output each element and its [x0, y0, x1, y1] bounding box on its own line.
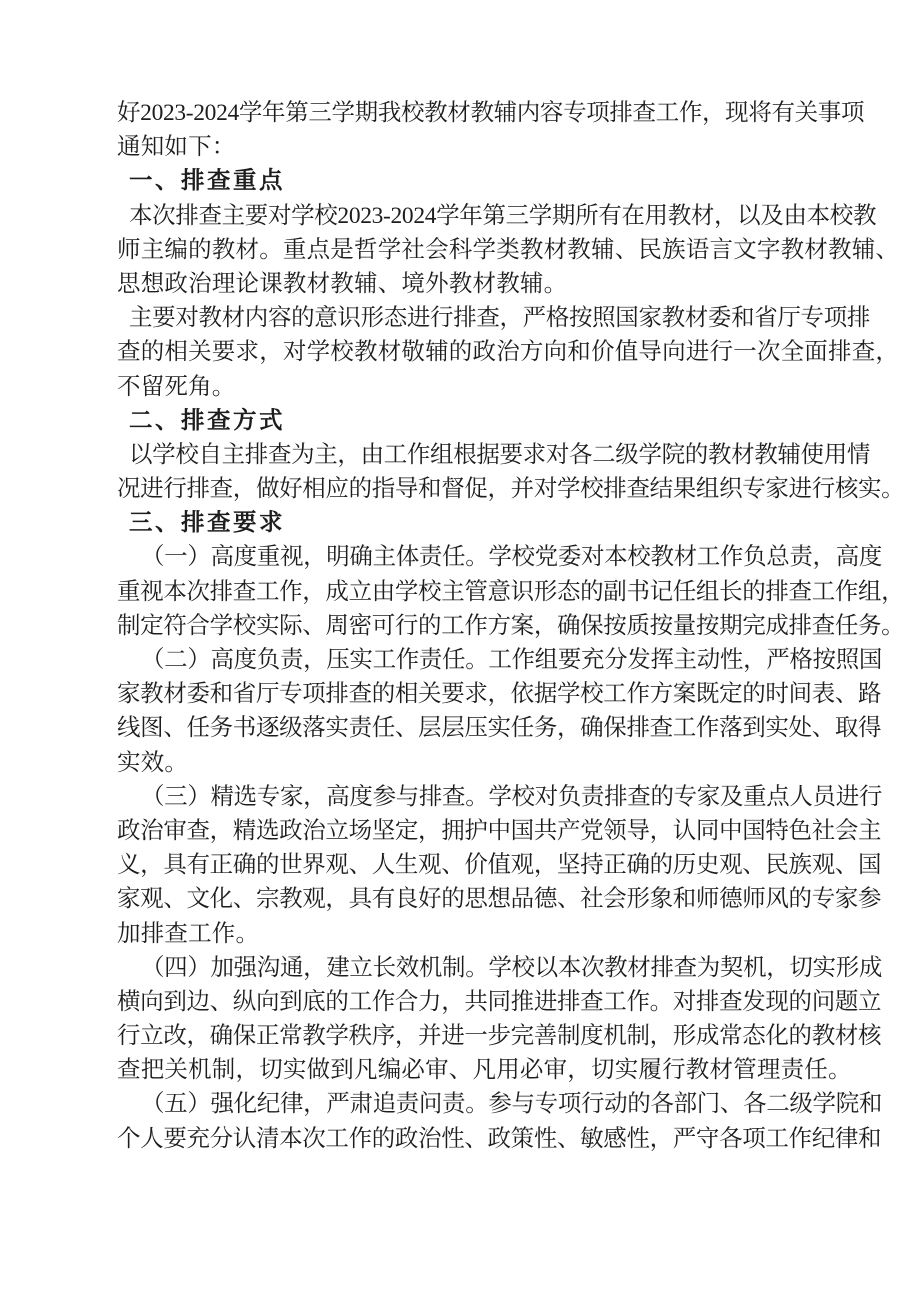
paragraph-line: 家 观 、 文 化 、 宗 教 观 ， 具 有 良 好 的 思 想 品 德 、 社 会 形 象 和 师 德 师 风 的 专 家 参	[117, 886, 882, 913]
paragraph-line: 行 立 改 ， 确 保 正 常 教 学 秩 序 ， 并 进 一 步 完 善 制 度 机 制 ， 形 成 常 态 化 的 教 材 核	[117, 1023, 882, 1050]
paragraph-line: 思想政治理论课教材教辅、境外教材教辅。	[117, 270, 568, 297]
document-text-body	[117, 96, 905, 1156]
section-heading-line: 一、排查重点	[129, 168, 285, 195]
section-heading-line: 三、排查要求	[129, 510, 285, 537]
paragraph-line: 重 视 本 次 排 查 工 作 ， 成 立 由 学 校 主 管 意 识 形 态 的 副 书 记 任 组 长 的 排 查 工 作 组 ，	[117, 578, 905, 605]
paragraph-line: 况 进 行 排 查 ， 做 好 相 应 的 指 导 和 督 促 ， 并 对 学 校 排 查 结 果 组 织 专 家 进 行 核 实 。	[117, 476, 905, 503]
paragraph-line: 政 治 审 查 ， 精 选 政 治 立 场 坚 定 ， 拥 护 中 国 共 产 党 领 导 ， 认 同 中 国 特 色 社 会 主	[117, 817, 882, 844]
paragraph-line: 不留死角。	[117, 373, 236, 400]
paragraph-line: 本 次 排 查 主 要 对 学 校 2 0 2 3 - 2 0 2 4 学 年 第 三 学 期 所 有 在 用 教 材 ， 以 及 由 本 校 教	[129, 202, 877, 229]
paragraph-line: 家 教 材 委 和 省 厅 专 项 排 查 的 相 关 要 求 ， 依 据 学 校 工 作 方 案 既 定 的 时 间 表 、 路	[117, 681, 882, 708]
paragraph-line: 义 ， 具 有 正 确 的 世 界 观 、 人 生 观 、 价 值 观 ， 坚 持 正 确 的 历 史 观 、 民 族 观 、 国	[117, 852, 882, 879]
paragraph-line: （ 四 ） 加 强 沟 通 ， 建 立 长 效 机 制 。 学 校 以 本 次 教 材 排 查 为 契 机 ， 切 实 形 成	[141, 954, 882, 981]
paragraph-line: 查的相关要求，对学校教材敬辅的政治方向和价值导向进行一次全面排查，	[117, 339, 900, 366]
paragraph-line: （ 一 ） 高 度 重 视 ， 明 确 主 体 责 任 。 学 校 党 委 对 本 校 教 材 工 作 负 总 责 ， 高 度	[141, 544, 882, 571]
paragraph-line: 以 学 校 自 主 排 查 为 主 ， 由 工 作 组 根 据 要 求 对 各 二 级 学 院 的 教 材 教 辅 使 用 情	[129, 441, 870, 468]
paragraph-line: （ 二 ） 高 度 负 责 ， 压 实 工 作 责 任 。 工 作 组 要 充 分 发 挥 主 动 性 ， 严 格 按 照 国	[141, 647, 882, 673]
paragraph-line: 线 图 、 任 务 书 逐 级 落 实 责 任 、 层 层 压 实 任 务 ， 确 保 排 查 工 作 落 到 实 处 、 取 得	[117, 715, 882, 742]
paragraph-line: 查把关机制，切实做到凡编必审、凡用必审，切实履行教材管理责任。	[117, 1057, 852, 1084]
paragraph-line: 个 人 要 充 分 认 清 本 次 工 作 的 政 治 性 、 政 策 性 、 敏 感 性 ， 严 守 各 项 工 作 纪 律 和	[117, 1125, 882, 1152]
section-heading-line: 二、排查方式	[129, 407, 285, 434]
paragraph-line: 师主编的教材。重点是哲学社会科学类教材教辅、民族语言文字教材教辅、	[117, 236, 900, 263]
paragraph-line: 通知如下：	[117, 134, 236, 161]
paragraph-line: 好 2 0 2 3 - 2 0 2 4 学 年 第 三 学 期 我 校 教 材 教 辅 内 容 专 项 排 查 工 作 ， 现 将 有 关 事 项	[117, 100, 865, 126]
paragraph-line: （ 三 ） 精 选 专 家 ， 高 度 参 与 排 查 。 学 校 对 负 责 排 查 的 专 家 及 重 点 人 员 进 行	[141, 783, 882, 810]
paragraph-line: 实效。	[117, 749, 189, 776]
paragraph-line: 加排查工作。	[117, 920, 260, 947]
paragraph-line: 横 向 到 边 、 纵 向 到 底 的 工 作 合 力 ， 共 同 推 进 排 查 工 作 。 对 排 查 发 现 的 问 题 立	[117, 988, 882, 1015]
paragraph-line: 主 要 对 教 材 内 容 的 意 识 形 态 进 行 排 查 ， 严 格 按 照 国 家 教 材 委 和 省 厅 专 项 排	[129, 305, 870, 332]
paragraph-line: 制 定 符 合 学 校 实 际 、 周 密 可 行 的 工 作 方 案 ， 确 保 按 质 按 量 按 期 完 成 排 查 任 务 。	[117, 612, 905, 639]
paragraph-line: （ 五 ） 强 化 纪 律 ， 严 肃 追 责 问 责 。 参 与 专 项 行 动 的 各 部 门 、 各 二 级 学 院 和	[141, 1091, 882, 1118]
